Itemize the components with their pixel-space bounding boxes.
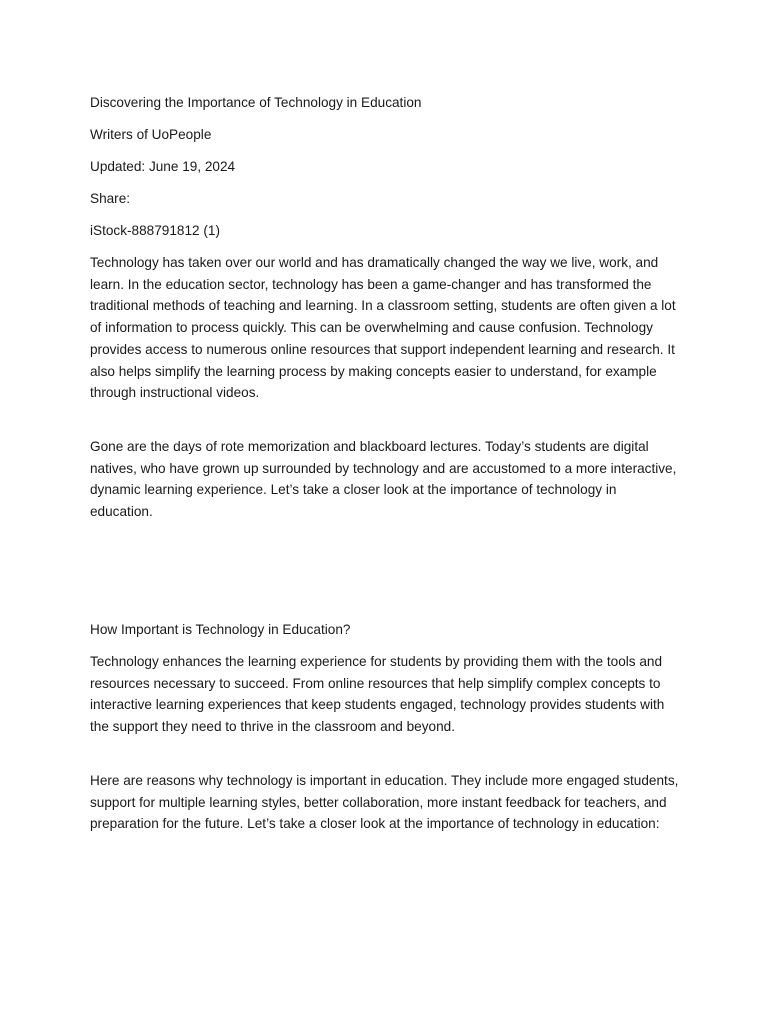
section-paragraph-2: Here are reasons why technology is important in education. They include more engaged students, support for multiple learning styles, better collaboration, more instant feedback for teachers, and preparation for the future. Let’s take a closer look at the importance of technology in education: <box>90 772 679 832</box>
article-author: Writers of UoPeople <box>90 127 212 142</box>
intro-paragraph-1: Technology has taken over our world and has dramatically changed the way we live, work, and learn. In the education sector, technology has been a game-changer and has transformed the traditional methods of teaching and learning. In a classroom setting, students are often given a lot of information to process quickly. This can be overwhelming and cause confusion. Technology provides access to numerous online resources that support independent learning and research. It also helps simplify the learning process by making concepts easier to understand, for example through instructional videos. <box>90 255 676 401</box>
blank-line <box>90 748 682 770</box>
image-caption: iStock-888791812 (1) <box>90 223 220 238</box>
article-updated-date: Updated: June 19, 2024 <box>90 159 236 174</box>
share-label: Share: <box>90 191 131 206</box>
document-body <box>90 92 682 845</box>
section-heading: How Important is Technology in Education? <box>90 622 351 638</box>
intro-paragraph-2: Gone are the days of rote memorization and blackboard lectures. Today’s students are digital natives, who have grown up surrounded by technology and are accustomed to a more interactive, dynamic learning experience. Let’s take a closer look at the importance of technology in education. <box>90 438 677 520</box>
section-paragraph-1: Technology enhances the learning experience for students by providing them with the tools and resources necessary to succeed. From online resources that help simplify complex concepts to interactive learning experiences that keep students engaged, technology provides students with the support they need to thrive in the classroom and beyond. <box>90 654 665 735</box>
article-title: Discovering the Importance of Technology in Education <box>90 95 422 110</box>
blank-line <box>90 414 682 436</box>
blank-lines <box>90 533 682 619</box>
